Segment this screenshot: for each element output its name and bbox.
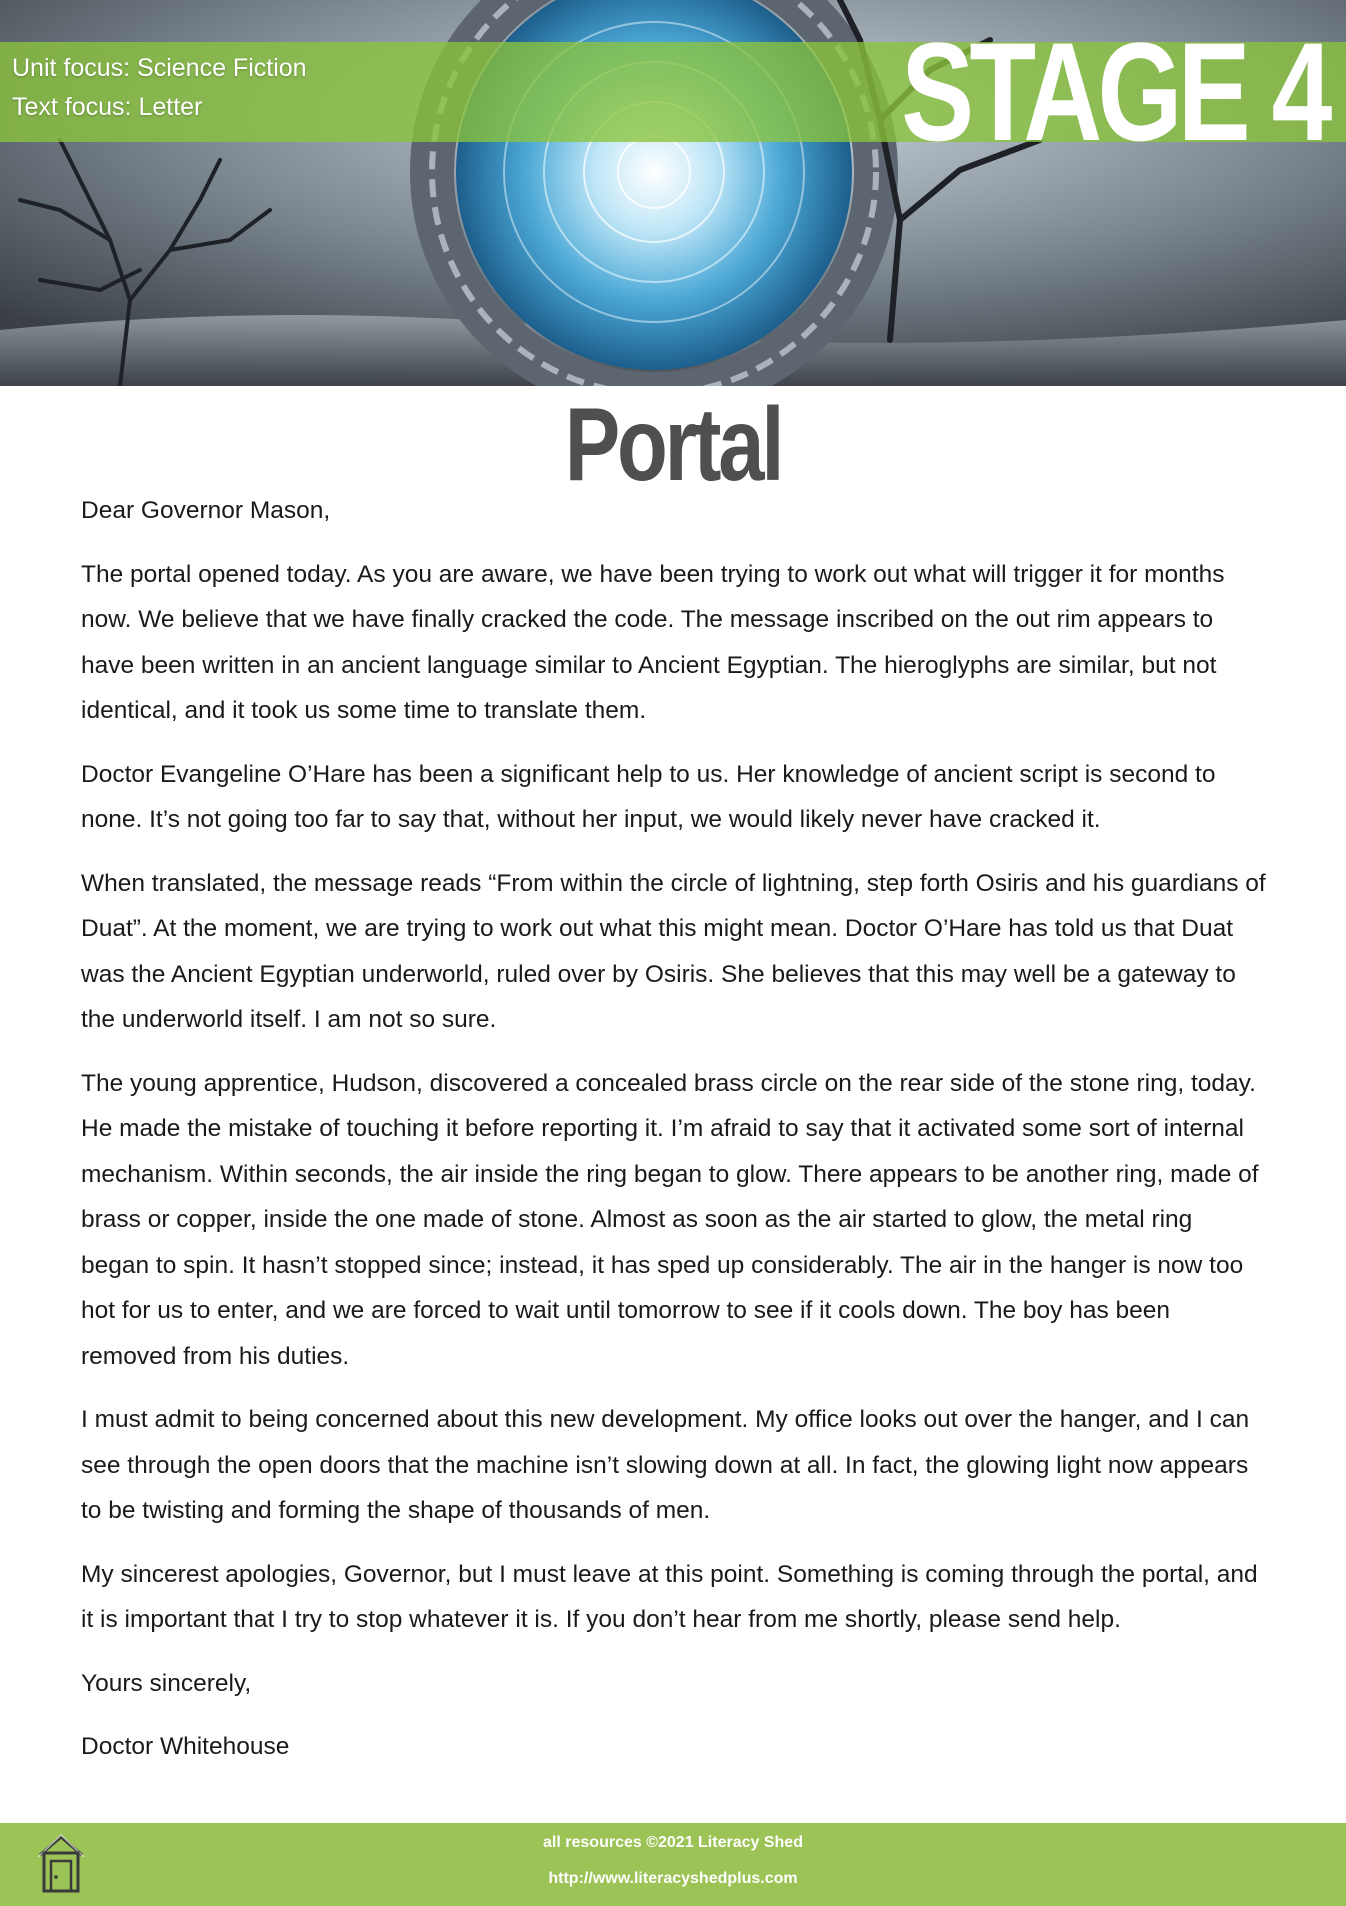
text-focus-label: Text focus: Letter	[12, 93, 203, 121]
header-banner	[0, 0, 1346, 386]
letter-paragraph: When translated, the message reads “From within the circle of lightning, step forth Osiris and his guardians of Duat”. At the moment, we are trying to work out what this might mean. Doctor O’Hare has told us that Duat was the Ancient Egyptian underworld, ruled over by Osiris. She believes that this may well be a gateway to the underworld itself. I am not so sure.	[81, 869, 1266, 1033]
letter-paragraph: I must admit to being concerned about this new development. My office looks out over the hanger, and I can see through the open doors that the machine isn’t slowing down at all. In fact, the glowing light now appears to be twisting and forming the shape of thousands of men.	[81, 1406, 1250, 1524]
unit-focus-label: Unit focus: Science Fiction	[12, 54, 307, 82]
letter-signature: Doctor Whitehouse	[81, 1733, 290, 1760]
letter-paragraph: The young apprentice, Hudson, discovered a concealed brass circle on the rear side of the stone ring, today. He made the mistake of touching it before reporting it. I’m afraid to say that it activated some sort of internal mechanism. Within seconds, the air inside the ring began to glow. There appears to be another ring, made of brass or copper, inside the one made of stone. Almost as soon as the air started to glow, the metal ring began to spin. It hasn’t stopped since; instead, it has sped up considerably. The air in the hanger is now too hot for us to enter, and we are forced to wait until tomorrow to see if it cools down. The boy has been removed from his duties.	[81, 1069, 1259, 1370]
letter-body	[81, 488, 1266, 1788]
letter-paragraph: My sincerest apologies, Governor, but I must leave at this point. Something is coming through the portal, and it is important that I try to stop whatever it is. If you don’t hear from me shortly, please send help.	[81, 1560, 1258, 1633]
footer-bar	[0, 1823, 1346, 1906]
letter-greeting: Dear Governor Mason,	[81, 497, 331, 524]
letter-paragraph: Doctor Evangeline O’Hare has been a significant help to us. Her knowledge of ancient script is second to none. It’s not going too far to say that, without her input, we would likely never have cracked it.	[81, 760, 1216, 833]
page-title: Portal	[564, 387, 782, 503]
letter-closing: Yours sincerely,	[81, 1669, 252, 1697]
stage-label: STAGE 4	[901, 13, 1328, 170]
footer-copyright: all resources ©2021 Literacy Shed	[543, 1834, 803, 1851]
letter-paragraph: The portal opened today. As you are aware, we have been trying to work out what will trigger it for months now. We believe that we have finally cracked the code. The message inscribed on the out rim appears to have been written in an ancient language similar to Ancient Egyptian. The hieroglyphs are similar, but not identical, and it took us some time to translate them.	[81, 560, 1225, 724]
footer-url[interactable]: http://www.literacyshedplus.com	[548, 1870, 798, 1887]
